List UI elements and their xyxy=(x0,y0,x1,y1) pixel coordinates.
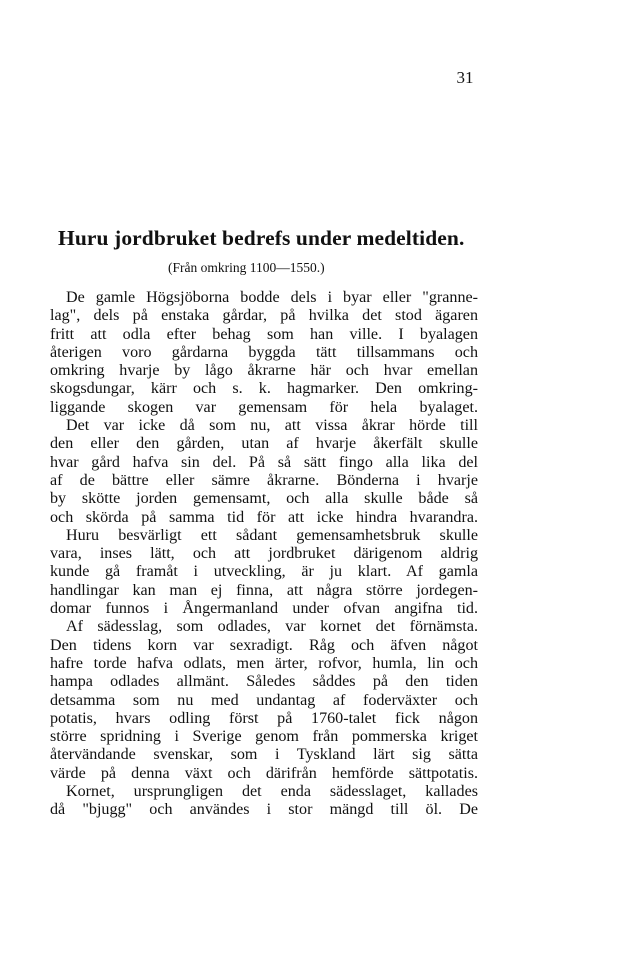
text-line: vara, inses lätt, och att jordbruket därigenom aldrig xyxy=(50,545,478,563)
text-line: domar funnos i Ångermanland under ofvan angifna tid. xyxy=(50,600,478,618)
text-line: hvar gård hafva sin del. På så sätt fingo alla lika del xyxy=(50,453,478,471)
text-line: De gamle Högsjöborna bodde dels i byar eller "granne- xyxy=(66,289,478,306)
text-line: och skörda på samma tid för att icke hindra hvarandra. xyxy=(50,508,478,526)
text-line: Af sädesslag, som odlades, var kornet det förnämsta. xyxy=(66,618,478,636)
text-line: Den tidens korn var sexradigt. Råg och äfven något xyxy=(50,636,478,654)
text-line: fritt att odla efter behag som han ville. I byalagen xyxy=(50,325,478,343)
text-line: kunde gå framåt i utveckling, är ju klart. Af gamla xyxy=(50,563,478,581)
text-line: omkring hvarje by lågo åkrarne här och hvar emellan xyxy=(50,362,478,380)
text-line: liggande skogen var gemensam för hela byalaget. xyxy=(50,398,478,416)
text-line: potatis, hvars odling först på 1760-talet fick någon xyxy=(50,709,478,727)
text-line: då "bjugg" och användes i stor mängd till öl. De xyxy=(50,801,478,819)
chapter-subtitle: (Från omkring 1100—1550.) xyxy=(168,260,325,275)
text-line: värde på denna växt och därifrån hemförde sättpotatis. xyxy=(50,764,478,782)
text-line: återvändande svenskar, som i Tyskland lärt sig sätta xyxy=(50,746,478,764)
text-line: större spridning i Sverige genom från pommerska kriget xyxy=(50,728,478,746)
text-line: hampa odlades allmänt. Således såddes på den tiden xyxy=(50,673,478,691)
text-line: Huru besvärligt ett sådant gemensamhetsbruk skulle xyxy=(66,526,478,544)
text-line: återigen voro gårdarna byggda tätt tillsammans och xyxy=(50,343,478,361)
text-line: Kornet, ursprungligen det enda sädesslaget, kallades xyxy=(66,783,478,801)
text-line: skogsdungar, kärr och s. k. hagmarker. Den omkring- xyxy=(50,380,478,398)
text-line: lag", dels på enstaka gårdar, på hvilka det stod ägaren xyxy=(50,307,478,325)
text-line: detsamma som nu med undantag af foderväxter och xyxy=(50,691,478,709)
text-line: af de bättre eller sämre åkrarne. Bönderna i hvarje xyxy=(50,471,478,489)
body-text xyxy=(50,289,478,820)
page-number: 31 xyxy=(456,68,474,87)
text-line: Det var icke då som nu, att vissa åkrar hörde till xyxy=(66,417,478,435)
text-line: den eller den gården, utan af hvarje åkerfält skulle xyxy=(50,435,478,453)
text-line: handlingar kan man ej finna, att några större jordegen- xyxy=(50,581,478,599)
text-line: hafre torde hafva odlats, men ärter, rofvor, humla, lin och xyxy=(50,654,478,672)
chapter-title: Huru jordbruket bedrefs under medeltiden. xyxy=(58,226,465,250)
text-line: by skötte jorden gemensamt, och alla skulle både så xyxy=(50,490,478,508)
